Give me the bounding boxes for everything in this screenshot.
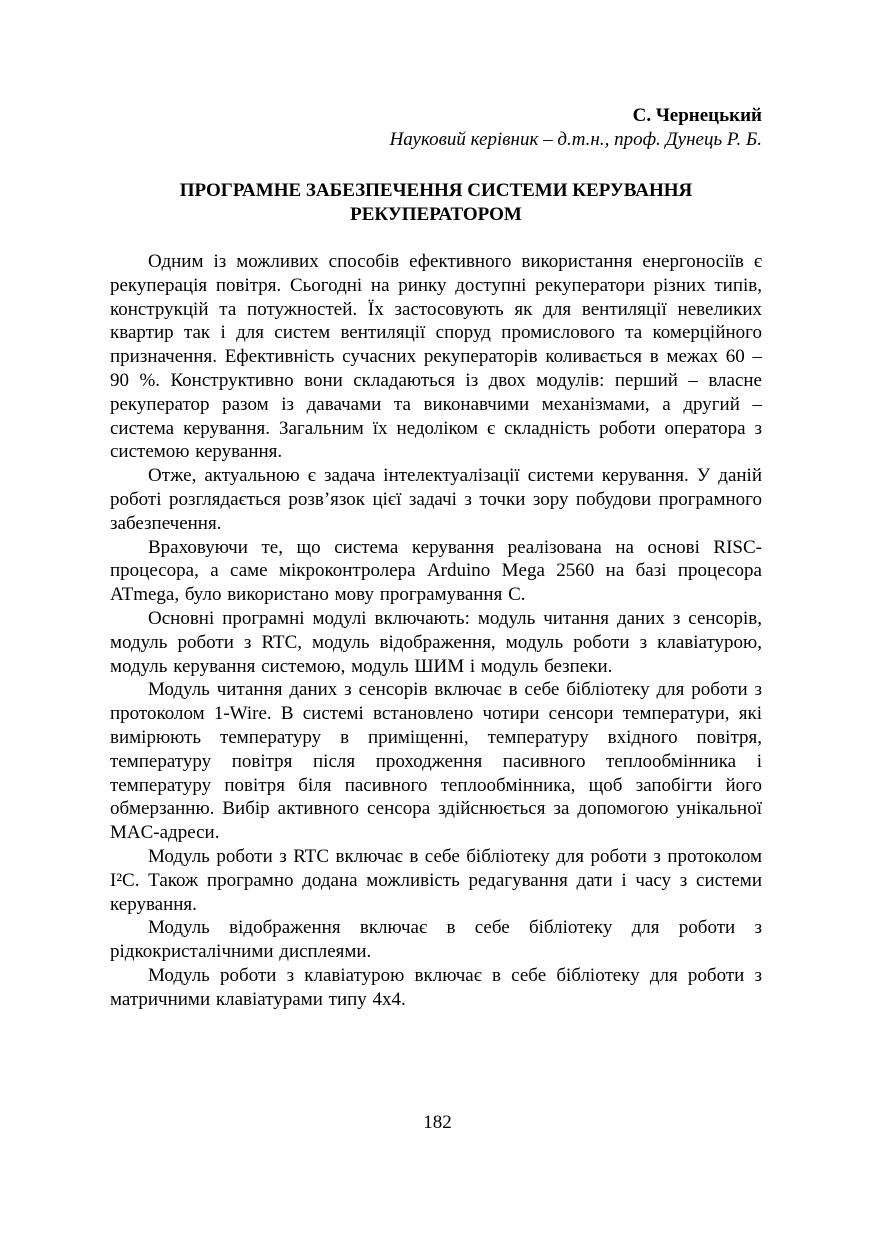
supervisor-line: Науковий керівник – д.т.н., проф. Дунець Р. Б.: [389, 129, 762, 150]
paragraph: Модуль читання даних з сенсорів включає в себе бібліотеку для роботи з протоколом 1-Wire. В системі встановлено чотири сенсори температури, які вимірюють температуру в приміщенні, температуру вхідного повітря, температуру повітря після проходження пасивного теплообмінника і температуру повітря біля пасивного теплообмінника, щоб запобігти його обмерзанню. Вибір активного сенсора здійснюється за допомогою унікальної MAC-адреси.: [110, 679, 762, 844]
paragraph: Основні програмні модулі включають: модуль читання даних з сенсорів, модуль роботи з RTC, модуль відображення, модуль роботи з клавіатурою, модуль керування системою, модуль ШИМ і модуль безпеки.: [110, 607, 762, 677]
document-body: [110, 250, 762, 1012]
document-title: ПРОГРАМНЕ ЗАБЕЗПЕЧЕННЯ СИСТЕМИ КЕРУВАННЯ РЕКУПЕРАТОРОМ: [179, 180, 693, 225]
paragraph: Отже, актуальною є задача інтелектуалізації системи керування. У даній роботі розглядається розв’язок цієї задачі з точки зору побудови програмного забезпечення.: [110, 465, 762, 534]
paragraph: Модуль роботи з клавіатурою включає в себе бібліотеку для роботи з матричними клавіатурами типу 4х4.: [110, 964, 762, 1010]
paragraph: Враховуючи те, що система керування реалізована на основі RISC-процесора, а саме мікроконтролера Arduino Mega 2560 на базі процесора ATmega, було використано мову програмування C.: [110, 536, 762, 606]
author-name: С. Чернецький: [632, 105, 762, 126]
paragraph: Модуль роботи з RTC включає в себе бібліотеку для роботи з протоколом I²C. Також програмно додана можливість редагування дати і часу з системи керування.: [110, 845, 762, 915]
paragraph: Модуль відображення включає в себе бібліотеку для роботи з рідкокристалічними дисплеями.: [110, 917, 762, 963]
paragraph: Одним із можливих способів ефективного використання енергоносіїв є рекуперація повітря. Сьогодні на ринку доступні рекуператори різних типів, конструкцій та потужностей. Їх застосовують як для вентиляції невеликих квартир так і для систем вентиляції споруд промислового та комерційного призначення. Ефективність сучасних рекуператорів коливається в межах 60 – 90 %. Конструктивно вони складаються із двох модулів: перший – власне рекуператор разом із давачами та виконавчими механізмами, а другий – система керування. Загальним їх недоліком є складність роботи оператора з системою керування.: [110, 251, 762, 463]
page-number: 182: [423, 1112, 452, 1133]
